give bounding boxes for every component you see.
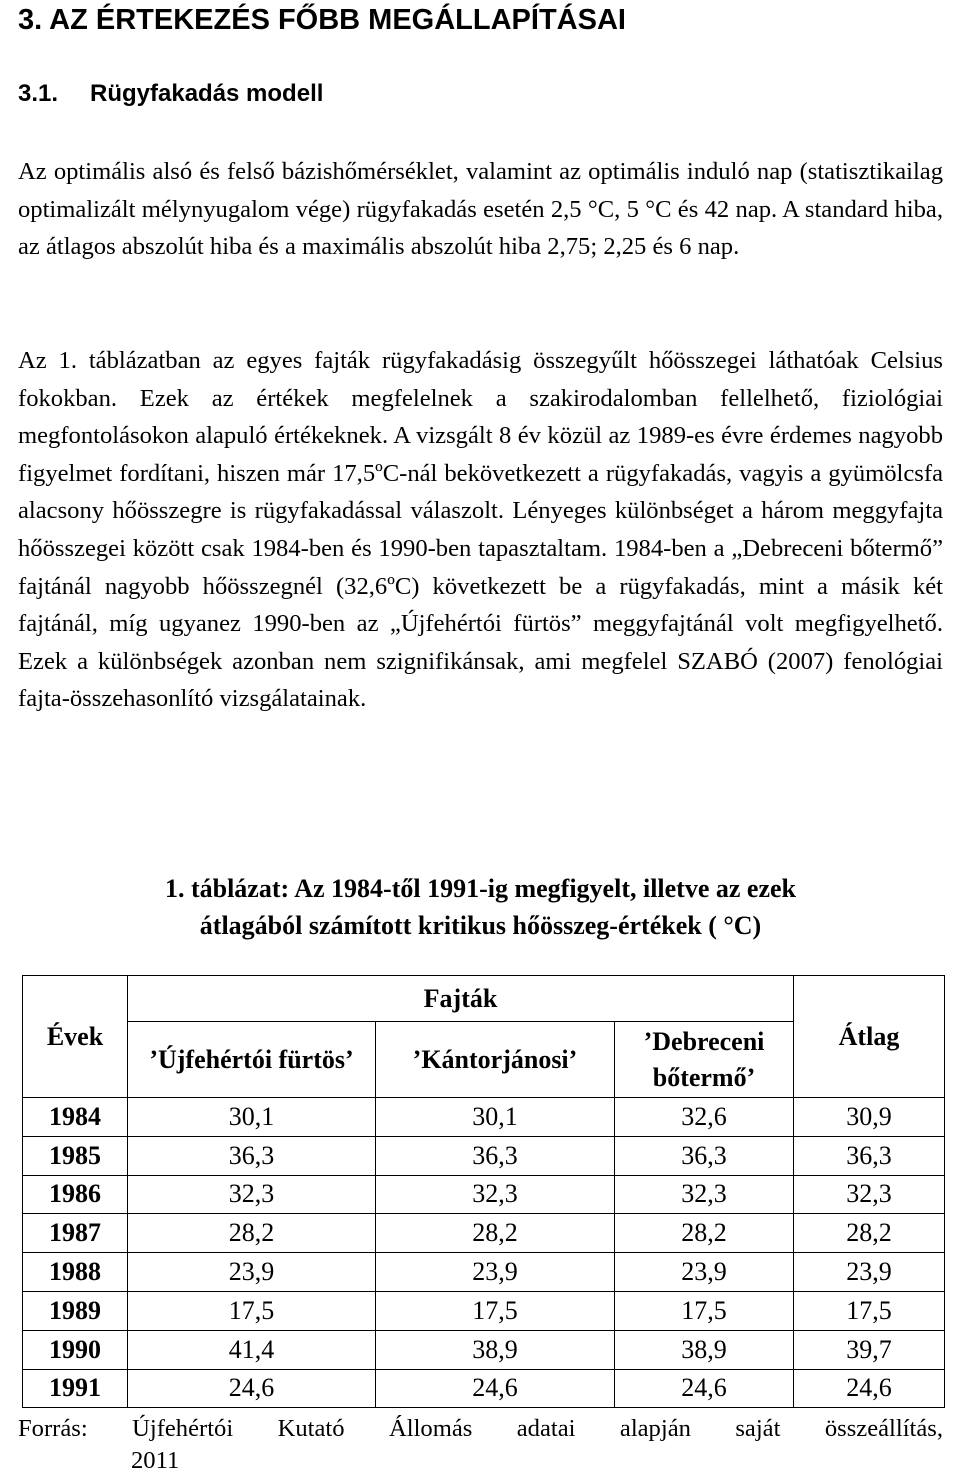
value-cell: 30,1 <box>128 1098 376 1137</box>
table-row <box>23 1214 945 1253</box>
subsection-title: Rügyfakadás modell <box>90 80 324 107</box>
value-cell: 32,6 <box>615 1098 794 1137</box>
table-source-line-1: Forrás: Újfehértói Kutató Állomás adatai alapján saját összeállítás, <box>18 1415 943 1442</box>
average-cell: 23,9 <box>794 1253 945 1292</box>
year-cell: 1984 <box>23 1098 128 1137</box>
paragraph-parameters: Az optimális alsó és felső bázishőmérséklet, valamint az optimális induló nap (statisztikailag optimalizált mélynyugalom vége) rügyfakadás esetén 2,5 °C, 5 °C és 42 nap. A standard hiba, az átlagos abszolút hiba és a maximális abszolút hiba 2,75; 2,25 és 6 nap. <box>18 158 943 261</box>
value-cell: 23,9 <box>376 1253 615 1292</box>
paragraph-table-discussion: Az 1. táblázatban az egyes fajták rügyfakadásig összegyűlt hőösszegei láthatóak Celsius fokokban. Ezek az értékek megfelelnek a szakirodalomban fellelhető, fiziológiai megfontolásokon alapuló értékeknek. A vizsgált 8 év közül az 1989-es évre érdemes nagyobb figyelmet fordítani, hiszen már 17,5ºC-nál bekövetkezett a rügyfakadás, vagyis a gyümölcsfa alacsony hőösszegre is rügyfakadással válaszolt. Lényeges különbséget a három meggyfajta hőösszegei között csak 1984-ben és 1990-ben tapasztaltam. 1984-ben a „Debreceni bőtermő” fajtánál nagyobb hőösszegnél (32,6ºC) következett be a rügyfakadás, mint a másik két fajtánál, míg ugyanez 1990-ben az „Újfehértói fürtös” meggyfajtánál volt megfigyelhető. Ezek a különbségek azonban nem szignifikánsak, ami megfelel SZABÓ (2007) fenológiai fajta-összehasonlító vizsgálatainak. <box>18 347 943 713</box>
header-ujfehertoi-furtos: ’Újfehértói fürtös’ <box>128 1022 376 1098</box>
table-row <box>23 1136 945 1175</box>
value-cell: 36,3 <box>376 1136 615 1175</box>
section-heading: 3. AZ ÉRTEKEZÉS FŐBB MEGÁLLAPÍTÁSAI <box>18 4 626 36</box>
year-cell: 1991 <box>23 1369 128 1408</box>
heat-sum-table <box>22 975 945 1408</box>
value-cell: 28,2 <box>376 1214 615 1253</box>
table-row <box>23 1175 945 1214</box>
value-cell: 24,6 <box>615 1369 794 1408</box>
value-cell: 17,5 <box>615 1291 794 1330</box>
year-cell: 1990 <box>23 1330 128 1369</box>
year-cell: 1987 <box>23 1214 128 1253</box>
year-cell: 1989 <box>23 1291 128 1330</box>
value-cell: 24,6 <box>128 1369 376 1408</box>
table-caption <box>18 870 943 944</box>
average-cell: 28,2 <box>794 1214 945 1253</box>
value-cell: 32,3 <box>128 1175 376 1214</box>
value-cell: 17,5 <box>376 1291 615 1330</box>
table-caption-line-2: átlagából számított kritikus hőösszeg-értékek ( °C) <box>199 911 762 940</box>
average-cell: 17,5 <box>794 1291 945 1330</box>
year-cell: 1988 <box>23 1253 128 1292</box>
average-cell: 32,3 <box>794 1175 945 1214</box>
value-cell: 32,3 <box>615 1175 794 1214</box>
table-row <box>23 1330 945 1369</box>
value-cell: 28,2 <box>128 1214 376 1253</box>
table-row <box>23 1098 945 1137</box>
subsection-number: 3.1. <box>18 80 59 107</box>
header-debreceni-botermo: ’Debreceni bőtermő’ <box>615 1022 794 1098</box>
table-row <box>23 1291 945 1330</box>
subsection-heading <box>18 80 323 108</box>
value-cell: 23,9 <box>128 1253 376 1292</box>
value-cell: 38,9 <box>615 1330 794 1369</box>
value-cell: 17,5 <box>128 1291 376 1330</box>
average-cell: 39,7 <box>794 1330 945 1369</box>
header-years: Évek <box>23 976 128 1098</box>
table-source-line-2: 2011 <box>131 1447 180 1474</box>
value-cell: 38,9 <box>376 1330 615 1369</box>
value-cell: 24,6 <box>376 1369 615 1408</box>
value-cell: 28,2 <box>615 1214 794 1253</box>
value-cell: 41,4 <box>128 1330 376 1369</box>
value-cell: 36,3 <box>128 1136 376 1175</box>
table-row <box>23 1369 945 1408</box>
table-caption-line-1: 1. táblázat: Az 1984-től 1991-ig megfigyelt, illetve az ezek <box>164 874 797 903</box>
year-cell: 1986 <box>23 1175 128 1214</box>
header-kantorjanosi: ’Kántorjánosi’ <box>376 1022 615 1098</box>
average-cell: 36,3 <box>794 1136 945 1175</box>
average-cell: 24,6 <box>794 1369 945 1408</box>
header-average: Átlag <box>794 976 945 1098</box>
average-cell: 30,9 <box>794 1098 945 1137</box>
value-cell: 30,1 <box>376 1098 615 1137</box>
value-cell: 36,3 <box>615 1136 794 1175</box>
value-cell: 32,3 <box>376 1175 615 1214</box>
year-cell: 1985 <box>23 1136 128 1175</box>
value-cell: 23,9 <box>615 1253 794 1292</box>
table-row <box>23 1253 945 1292</box>
header-varieties-group: Fajták <box>128 976 794 1022</box>
